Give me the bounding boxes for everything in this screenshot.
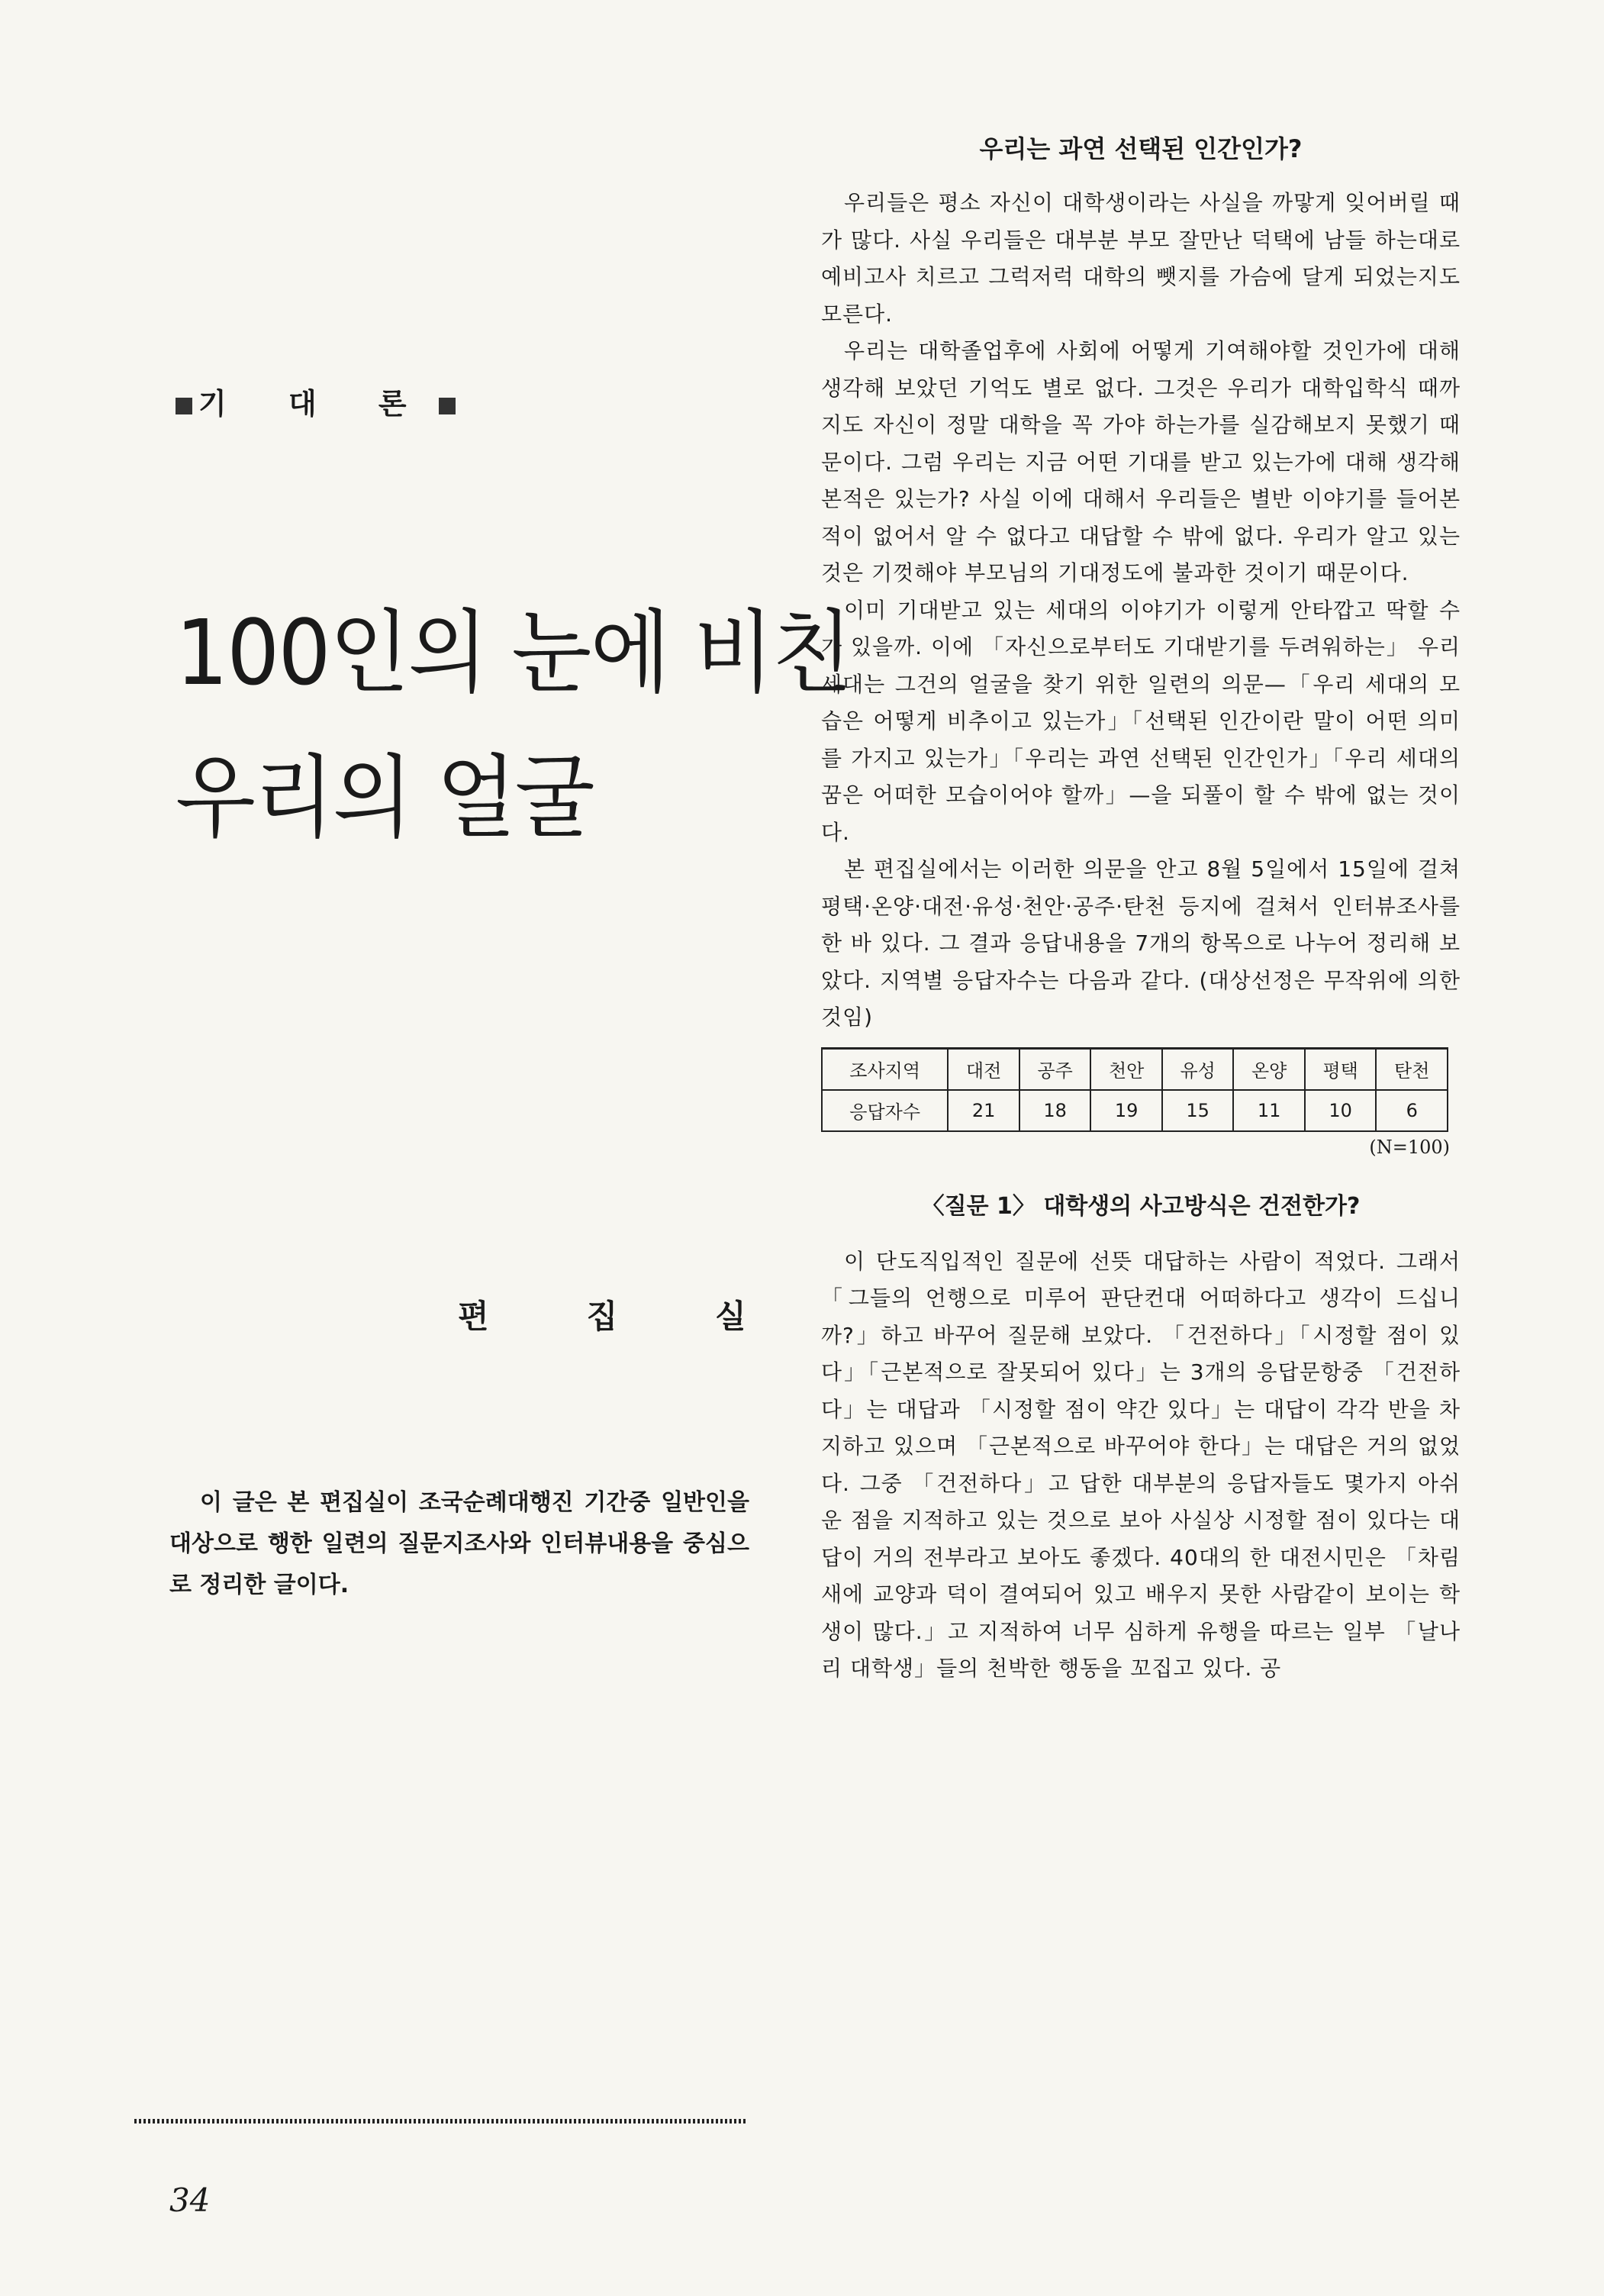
author-char: 집 — [586, 1298, 618, 1335]
table-cell: 21 — [948, 1090, 1019, 1131]
table-cell: 응답자수 — [822, 1090, 948, 1131]
table-cell: 11 — [1233, 1090, 1305, 1131]
table-cell: 공주 — [1019, 1048, 1091, 1090]
body-paragraph: 우리는 대학졸업후에 사회에 어떻게 기여해야할 것인가에 대해 생각해 보았던 기억도 별로 없다. 그것은 우리가 대학입학식 때까지도 자신이 정말 대학을 꼭 가야 하는가를 실감해보지 못했기 때문이다. 그럼 우리는 지금 어떤 기대를 받고 있는가에 대해 생각해 본적은 있는가? 사실 이에 대해서 우리들은 별반 이야기를 들어본 적이 없어서 알 수 없다고 대답할 수 밖에 없다. 우리가 알고 있는 것은 기껏해야 부모님의 기대정도에 불과한 것이기 때문이다. — [821, 338, 1461, 585]
square-ornament-icon — [176, 398, 192, 414]
question-heading: 〈질문 1〉 대학생의 사고방식은 건전한가? — [921, 1192, 1361, 1220]
table-cell: 18 — [1019, 1090, 1091, 1131]
table-cell: 천안 — [1090, 1048, 1162, 1090]
survey-table — [821, 1047, 1448, 1132]
decorative-rule — [134, 2119, 748, 2123]
table-note: (N=100) — [1369, 1136, 1450, 1158]
table-cell: 탄천 — [1376, 1048, 1448, 1090]
table-cell: 유성 — [1162, 1048, 1234, 1090]
right-column — [821, 130, 1461, 1688]
section-heading: 우리는 과연 선택된 인간인가? — [979, 134, 1303, 163]
body-paragraph: 우리들은 평소 자신이 대학생이라는 사실을 까맣게 잊어버릴 때가 많다. 사실 우리들은 대부분 부모 잘만난 덕택에 남들 하는대로 예비고사 치르고 그럭저럭 대학의 뺏지를 가슴에 달게 되었는지도 모른다. — [821, 190, 1461, 327]
body-paragraph: 이미 기대받고 있는 세대의 이야기가 이렇게 안타깝고 딱할 수가 있을까. 이에 「자신으로부터도 기대받기를 두려워하는」 우리 세대는 그건의 얼굴을 찾기 위한 일련의 의문—「우리 세대의 모습은 어떻게 비추이고 있는가」「선택된 인간이란 말이 어떤 의미를 가지고 있는가」「우리는 과연 선택된 인간인가」「우리 세대의 꿈은 어떠한 모습이어야 할까」—을 되풀이 할 수 밖에 없는 것이다. — [821, 597, 1461, 845]
table-row — [822, 1090, 1448, 1131]
table-cell: 조사지역 — [822, 1048, 948, 1090]
table-cell: 10 — [1305, 1090, 1377, 1131]
square-ornament-icon — [439, 398, 456, 414]
table-cell: 6 — [1376, 1090, 1448, 1131]
table-cell: 19 — [1090, 1090, 1162, 1131]
body-paragraph: 본 편집실에서는 이러한 의문을 안고 8월 5일에서 15일에 걸쳐 평택·온양·대전·유성·천안·공주·탄천 등지에 걸쳐서 인터뷰조사를 한 바 있다. 그 결과 응답내용을 7개의 항목으로 나누어 정리해 보았다. 지역별 응답자수는 다음과 같다. (대상선정은 무작위에 의한 것임) — [821, 856, 1461, 1030]
title-line-1: 100인의 눈에 비친 — [176, 600, 852, 705]
article-title — [176, 580, 852, 870]
page-number: 34 — [169, 2182, 211, 2219]
intro-note: 이 글은 본 편집실이 조국순례대행진 기간중 일반인을 대상으로 행한 일련의 질문지조사와 인터뷰내용을 중심으로 정리한 글이다. — [169, 1489, 749, 1598]
table-cell: 대전 — [948, 1048, 1019, 1090]
section-tag — [169, 380, 462, 422]
author-byline — [458, 1292, 746, 1337]
section-tag-label: 기 대 론 — [198, 387, 433, 421]
author-char: 실 — [715, 1298, 746, 1335]
body-paragraph: 이 단도직입적인 질문에 선뜻 대답하는 사람이 적었다. 그래서 「그들의 언행으로 미루어 판단컨대 어떠하다고 생각이 드십니까?」하고 바꾸어 질문해 보았다. 「건전하다」「시정할 점이 있다」「근본적으로 잘못되어 있다」는 3개의 응답문항중 「건전하다」는 대답과 「시정할 점이 약간 있다」는 대답이 각각 반을 차지하고 있으며 「근본적으로 바꾸어야 한다」는 대답은 거의 없었다. 그중 「건전하다」고 답한 대부분의 응답자들도 몇가지 아쉬운 점을 지적하고 있는 것으로 보아 사실상 시정할 점이 있다는 대답이 거의 전부라고 보아도 좋겠다. 40대의 한 대전시민은 「차림새에 교양과 덕이 결여되어 있고 배우지 못한 사람같이 보이는 학생이 많다.」고 지적하여 너무 심하게 유행을 따르는 일부 「날나리 대학생」들의 천박한 행동을 꼬집고 있다. 공 — [821, 1248, 1461, 1681]
table-cell: 15 — [1162, 1090, 1234, 1131]
author-char: 편 — [458, 1298, 489, 1335]
title-line-2: 우리의 얼굴 — [176, 745, 594, 850]
table-cell: 온양 — [1233, 1048, 1305, 1090]
table-cell: 평택 — [1305, 1048, 1377, 1090]
table-header-row — [822, 1048, 1448, 1090]
